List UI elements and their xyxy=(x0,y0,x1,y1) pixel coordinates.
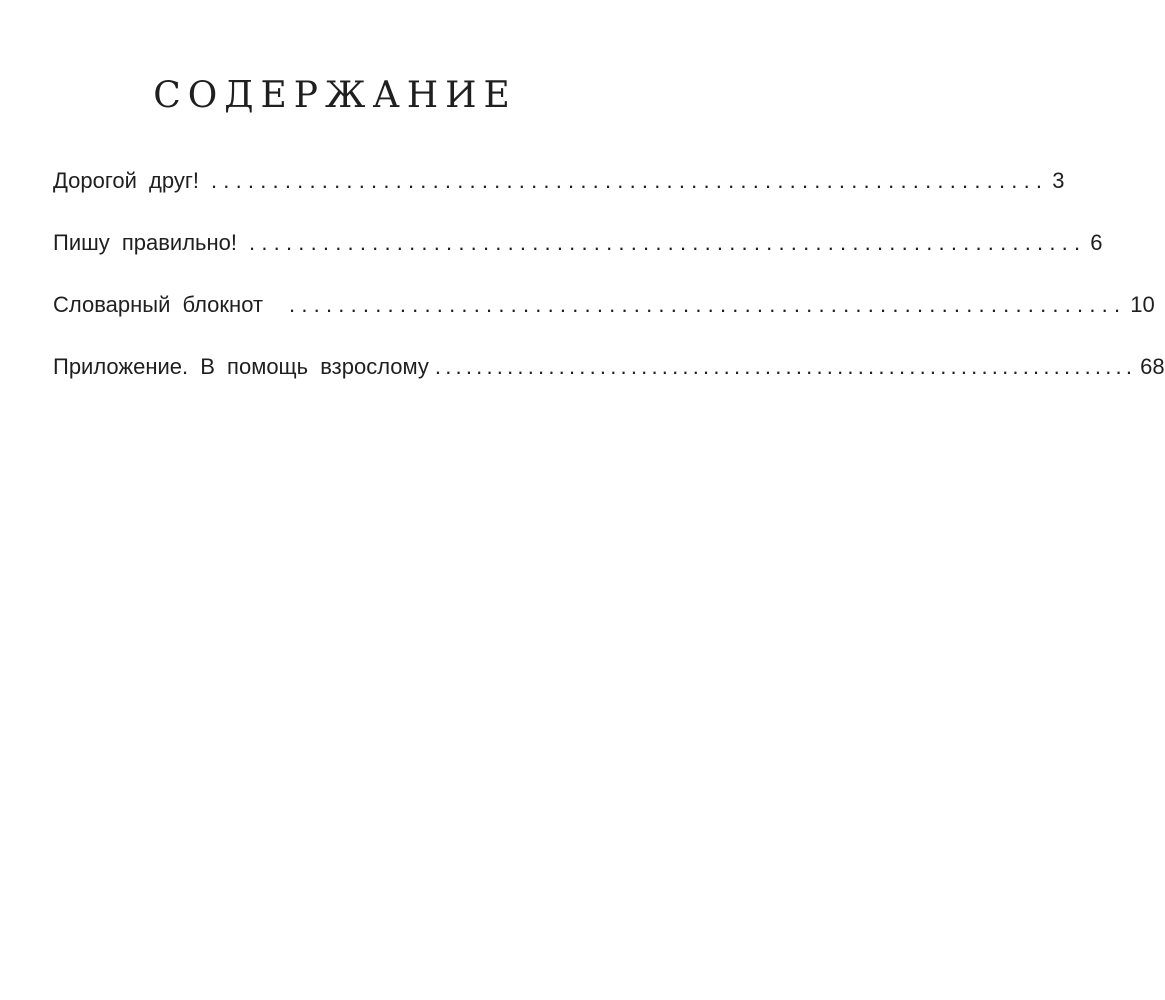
table-of-contents xyxy=(53,168,1165,416)
toc-entry xyxy=(53,168,1065,204)
toc-entry-title: Дорогой друг! xyxy=(53,168,199,193)
toc-page-number: 10 xyxy=(1130,292,1155,317)
toc-entry xyxy=(53,292,1155,328)
toc-page-number: 68 xyxy=(1140,354,1165,379)
toc-entry-title: Пишу правильно! xyxy=(53,230,238,255)
toc-dot-leader: .................................................................... xyxy=(289,292,1127,317)
toc-dot-leader: .................................................................... xyxy=(249,230,1087,255)
toc-dot-leader: .................................................................... xyxy=(434,354,1137,379)
toc-entry xyxy=(53,230,1103,266)
toc-entry-title: Словарный блокнот xyxy=(53,292,264,317)
toc-page-number: 6 xyxy=(1090,230,1103,255)
toc-dot-leader: .................................................................... xyxy=(211,168,1049,193)
toc-entry xyxy=(53,354,1165,390)
toc-entry-title: Приложение. В помощь взрослому xyxy=(53,354,429,379)
toc-page-number: 3 xyxy=(1052,168,1065,193)
page-title: СОДЕРЖАНИЕ xyxy=(153,75,517,116)
